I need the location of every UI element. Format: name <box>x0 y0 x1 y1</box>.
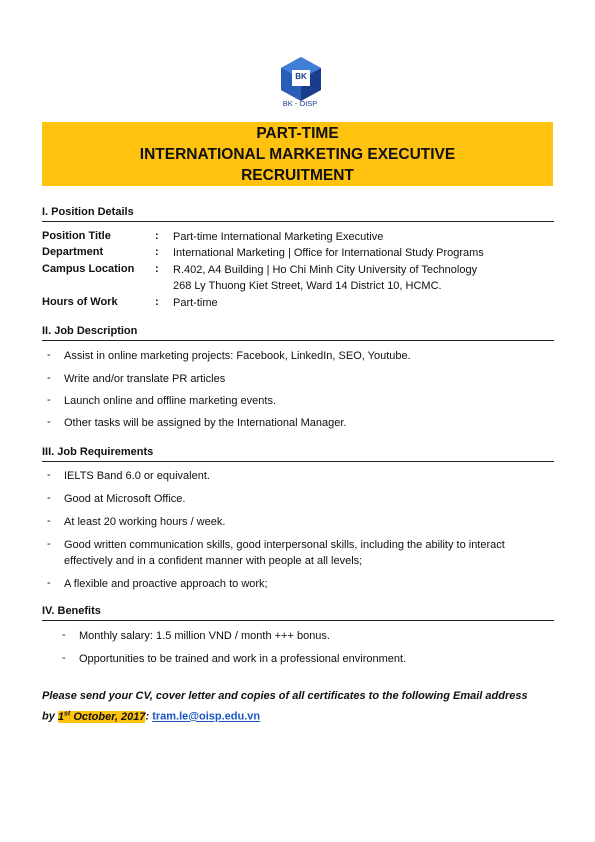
list-item: A flexible and proactive approach to work; <box>64 578 268 590</box>
title-banner <box>42 122 553 186</box>
email-link[interactable]: tram.le@oisp.edu.vn <box>152 710 261 723</box>
list-item: Launch online and offline marketing events. <box>64 395 276 407</box>
footer-colon: : <box>145 710 153 723</box>
section-title-requirements: III. Job Requirements <box>42 446 554 462</box>
bullet-dash: - <box>47 492 51 504</box>
bullet-dash: - <box>47 515 51 527</box>
deadline-rest: October, 2017 <box>70 710 146 723</box>
value-position-title: Part-time International Marketing Executive <box>173 231 384 243</box>
bullet-dash: - <box>47 394 51 406</box>
colon: : <box>155 230 159 242</box>
colon: : <box>155 296 159 308</box>
bullet-dash: - <box>62 629 66 641</box>
bullet-dash: - <box>47 577 51 589</box>
footer-line-2 <box>42 705 554 726</box>
list-item-continued: effectively and in a confident manner with people at all levels; <box>64 555 363 567</box>
banner-line-3: RECRUITMENT <box>241 166 354 184</box>
list-item: Assist in online marketing projects: Facebook, LinkedIn, SEO, Youtube. <box>64 350 411 362</box>
deadline-highlight <box>58 711 146 723</box>
label-department: Department <box>42 246 104 258</box>
banner-line-1: PART-TIME <box>256 124 339 142</box>
colon: : <box>155 246 159 258</box>
label-position-title: Position Title <box>42 230 111 242</box>
list-item: Opportunities to be trained and work in a professional environment. <box>79 653 407 665</box>
label-campus-location: Campus Location <box>42 263 135 275</box>
application-instructions <box>42 688 554 726</box>
footer-by: by <box>42 710 58 723</box>
deadline-suffix: st <box>64 710 71 717</box>
svg-text:BK: BK <box>295 72 307 81</box>
banner-line-2: INTERNATIONAL MARKETING EXECUTIVE <box>139 145 456 163</box>
colon: : <box>155 263 159 275</box>
value-department: International Marketing | Office for International Study Programs <box>173 247 484 259</box>
section-title-position: I. Position Details <box>42 206 554 222</box>
value-campus-address: 268 Ly Thuong Kiet Street, Ward 14 District 10, HCMC. <box>173 280 442 292</box>
bullet-dash: - <box>47 469 51 481</box>
bullet-dash: - <box>47 538 51 550</box>
list-item: Other tasks will be assigned by the International Manager. <box>64 417 347 429</box>
list-item: Monthly salary: 1.5 million VND / month +++ bonus. <box>79 630 330 642</box>
bullet-dash: - <box>47 349 51 361</box>
list-item: Good at Microsoft Office. <box>64 493 186 505</box>
list-item: IELTS Band 6.0 or equivalent. <box>64 470 210 482</box>
section-title-description: II. Job Description <box>42 325 554 341</box>
value-campus-location: R.402, A4 Building | Ho Chi Minh City University of Technology <box>173 264 478 276</box>
label-hours-of-work: Hours of Work <box>42 296 118 308</box>
bullet-dash: - <box>62 652 66 664</box>
logo-caption: BK - OISP <box>282 99 318 108</box>
value-hours-of-work: Part-time <box>173 297 218 309</box>
list-item: At least 20 working hours / week. <box>64 516 226 528</box>
list-item: Write and/or translate PR articles <box>64 373 226 385</box>
bullet-dash: - <box>47 416 51 428</box>
deadline-day: 1 <box>57 710 65 723</box>
list-item: Good written communication skills, good interpersonal skills, including the ability to interact <box>64 539 505 551</box>
bullet-dash: - <box>47 372 51 384</box>
section-title-benefits: IV. Benefits <box>42 605 554 621</box>
footer-line-1: Please send your CV, cover letter and copies of all certificates to the following Email address <box>42 690 528 702</box>
